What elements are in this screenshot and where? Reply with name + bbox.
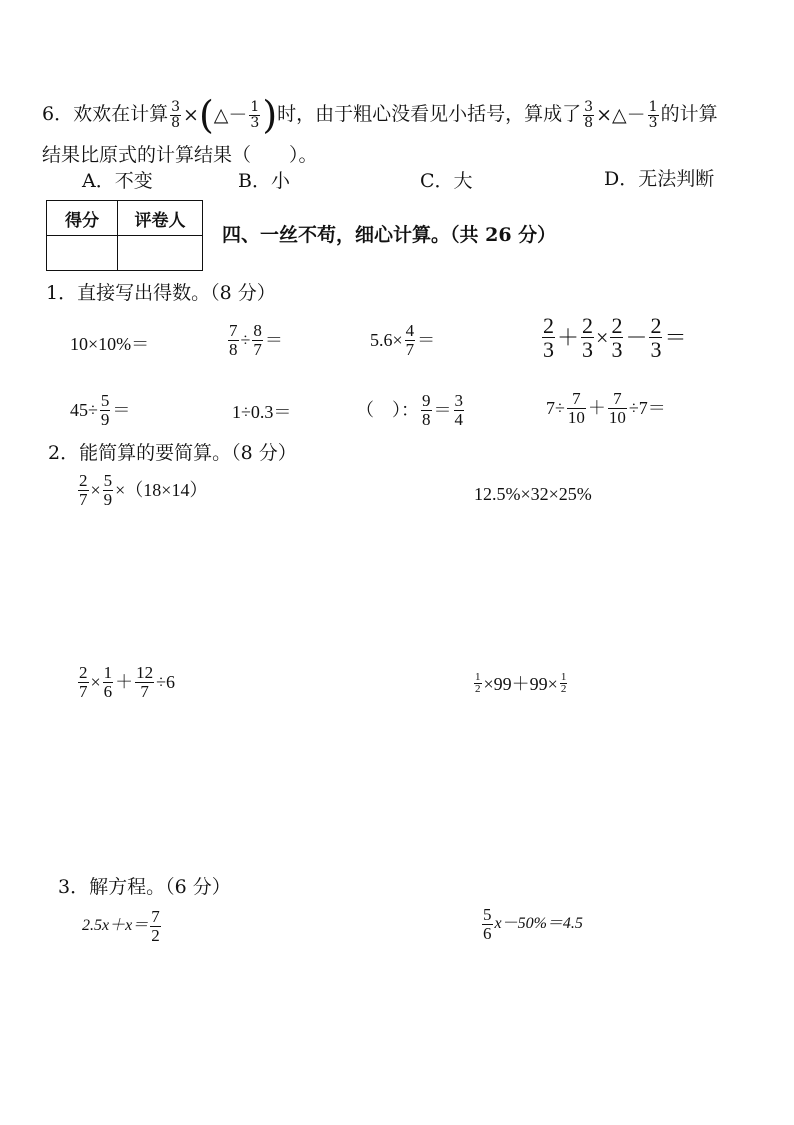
expr-2-2: 12.5%×32×25% — [474, 484, 592, 504]
times-sign: × — [183, 104, 199, 126]
expr-2-1: $\frac{2}{7}$ × $\frac{5}{9}$ ×（18×14） — [79, 471, 208, 509]
option-a[interactable]: A．不变 — [82, 170, 153, 192]
score-table — [46, 200, 203, 271]
part-3-title: 3．解方程。（6 分） — [58, 876, 231, 898]
fraction: $\frac{1}{3}$ — [250, 98, 260, 131]
question-6-line2: 结果比原式的计算结果（ ）。 — [42, 144, 318, 166]
triangle-expression: △－ — [213, 104, 248, 126]
question-text: 欢欢在计算 — [73, 103, 169, 125]
right-paren: ) — [262, 93, 278, 137]
fraction: $\frac{3}{8}$ — [584, 98, 594, 131]
score-header: 得分 — [47, 201, 118, 236]
expr-1-6: 1÷0.3＝ — [232, 402, 292, 422]
question-6-line1 — [42, 93, 718, 137]
expr-1-5: 45÷ $\frac{5}{9}$ ＝ — [70, 391, 131, 429]
question-text: 的计算 — [660, 103, 718, 125]
expr-1-1: 10×10%＝ — [70, 334, 150, 354]
fraction: $\frac{1}{3}$ — [648, 98, 658, 131]
score-cell[interactable] — [47, 236, 118, 271]
expr-1-8: 7÷ $\frac{7}{10}$ ＋ $\frac{7}{10}$ ÷7＝ — [546, 389, 666, 427]
section-4-title: 四、一丝不苟，细心计算。（共 26 分） — [222, 224, 557, 246]
expr-2-3: $\frac{2}{7}$ × $\frac{1}{6}$ ＋ $\frac{12}{7}$ ÷6 — [79, 663, 176, 701]
option-b[interactable]: B．小 — [238, 170, 290, 192]
question-number: 6． — [42, 103, 74, 125]
expr-1-2: $\frac{7}{8}$ ÷ $\frac{8}{7}$ ＝ — [229, 321, 283, 359]
expr-1-3: 5.6× $\frac{4}{7}$ ＝ — [370, 321, 436, 359]
part-2-title: 2．能简算的要简算。（8 分） — [48, 442, 297, 464]
triangle-expression: ×△－ — [596, 104, 646, 126]
grader-cell[interactable] — [118, 236, 203, 271]
question-text: 时，由于粗心没看见小括号，算成了 — [277, 103, 582, 125]
left-paren: ( — [198, 93, 214, 137]
expr-2-4: $\frac{1}{2}$ ×99＋99× $\frac{1}{2}$ — [475, 670, 567, 696]
fraction: $\frac{3}{8}$ — [171, 98, 181, 131]
grader-header: 评卷人 — [118, 201, 203, 236]
expr-1-7: （ ）： $\frac{9}{8}$ ＝ $\frac{3}{4}$ — [356, 391, 463, 429]
equation-1: 2.5x＋x＝ $\frac{7}{2}$ — [82, 907, 160, 945]
option-c[interactable]: C．大 — [420, 170, 473, 192]
equation-2: $\frac{5}{6}$ x－50%＝4.5 — [483, 905, 583, 943]
expr-1-4: $\frac{2}{3}$ ＋ $\frac{2}{3}$ × $\frac{2}{3}$ － $\frac{2}{3}$ ＝ — [543, 313, 687, 363]
option-d[interactable]: D．无法判断 — [604, 168, 715, 190]
part-1-title: 1．直接写出得数。（8 分） — [46, 282, 276, 304]
